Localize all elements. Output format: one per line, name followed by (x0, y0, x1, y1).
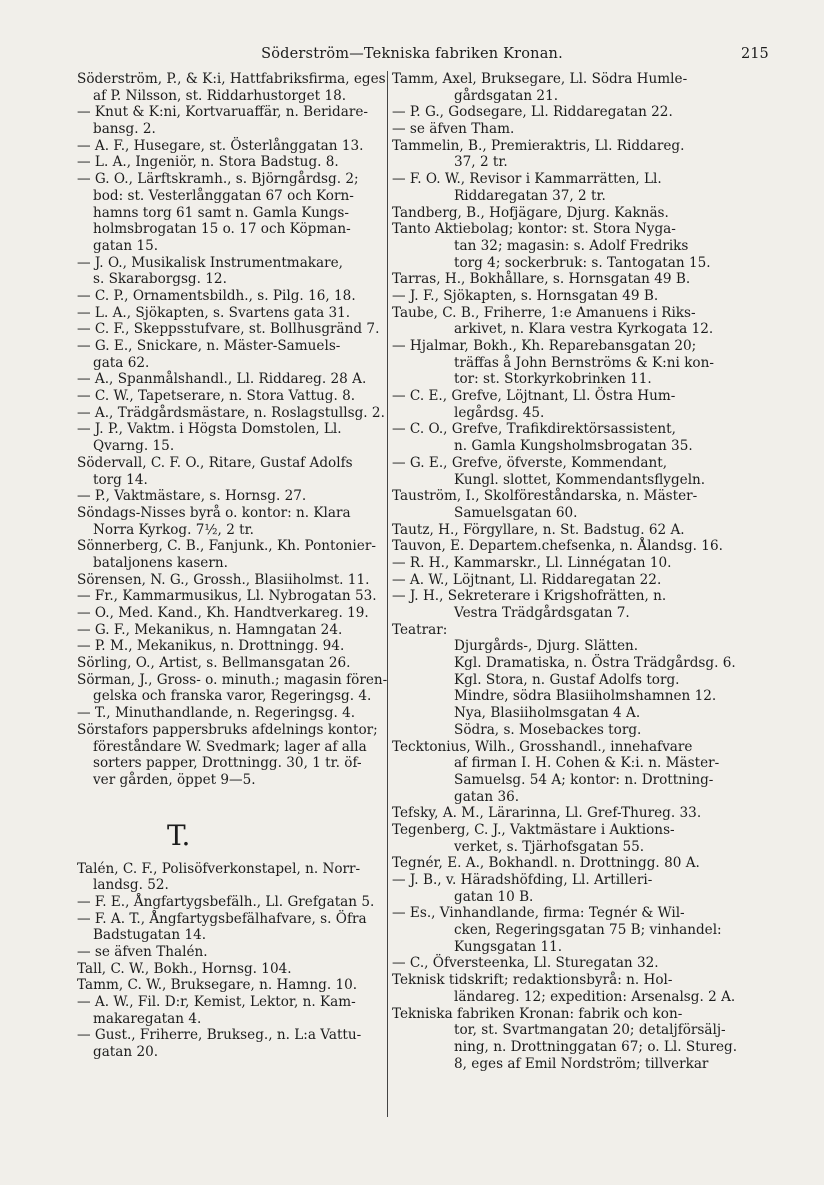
entry-line: landsg. 52. (93, 877, 169, 894)
entry-line: Samuelsgatan 60. (454, 504, 578, 521)
entry-line: Riddaregatan 37, 2 tr. (454, 187, 606, 204)
entry-line: 37, 2 tr. (454, 154, 508, 171)
entry-line: Tautz, H., Förgyllare, n. St. Badstug. 62 A. (392, 521, 685, 538)
left-column (77, 71, 388, 1061)
entry-line: Qvarng. 15. (93, 438, 175, 455)
entry-line: Tegnér, E. A., Bokhandl. n. Drottningg. 80 A. (392, 855, 700, 872)
entry-line: — Gust., Friherre, Brukseg., n. L:a Vattu- (77, 1027, 362, 1044)
entry-line: Tall, C. W., Bokh., Hornsg. 104. (77, 960, 292, 977)
entry-line: — J. O., Musikalisk Instrumentmakare, (77, 254, 343, 271)
entry-line: — C. W., Tapetserare, n. Stora Vattug. 8. (77, 388, 356, 405)
entry-line: — C. O., Grefve, Trafikdirektörsassistent, (392, 421, 676, 438)
entry-line: Mindre, södra Blasiiholmshamnen 12. (454, 688, 717, 705)
entry-line: Tamm, C. W., Bruksegare, n. Hamng. 10. (77, 977, 358, 994)
entry-line: tor: st. Storkyrkobrinken 11. (454, 371, 652, 388)
entry-line: n. Gamla Kungsholmsbrogatan 35. (454, 438, 693, 455)
entry-line: — O., Med. Kand., Kh. Handtverkareg. 19. (77, 605, 369, 621)
page-header (0, 46, 824, 66)
entry-line: s. Skaraborgsg. 12. (93, 271, 227, 288)
entry-line: gatan 15. (93, 237, 159, 254)
entry-line: gelska och franska varor, Regeringsg. 4. (93, 688, 372, 705)
entry-line: — F. E., Ångfartygsbefälh., Ll. Grefgatan 5. (77, 893, 375, 910)
entry-line: — F. A. T., Ångfartygsbefälhafvare, s. Öfra (77, 910, 367, 927)
entry-line: Kungsgatan 11. (454, 938, 563, 955)
entry-line: Tauvon, E. Departem.chefsenka, n. Ålandsg. 16. (392, 538, 723, 555)
entry-line: Kungl. slottet, Kommendantsflygeln. (454, 471, 706, 488)
entry-line: — C. P., Ornamentsbildh., s. Pilg. 16, 18. (77, 287, 356, 304)
entry-line: — L. A., Sjökapten, s. Svartens gata 31. (77, 304, 351, 321)
entry-line: Vestra Trädgårdsgatan 7. (454, 605, 630, 621)
entry-line: Tammelin, B., Premieraktris, Ll. Riddareg. (392, 137, 685, 154)
entry-line: tor, st. Svartmangatan 20; detaljförsälj- (454, 1022, 726, 1039)
entry-line: Tanto Aktiebolag; kontor: st. Stora Nyga- (392, 221, 676, 238)
entry-line: Sörling, O., Artist, s. Bellmansgatan 26. (77, 655, 351, 672)
entry-line: — Es., Vinhandlande, firma: Tegnér & Wil- (392, 905, 685, 922)
entry-line: bod: st. Vesterlånggatan 67 och Korn- (93, 187, 354, 204)
entry-line: — G. F., Mekanikus, n. Hamngatan 24. (77, 621, 343, 638)
entry-line: af P. Nilsson, st. Riddarhustorget 18. (93, 87, 347, 104)
entry-line: Tekniska fabriken Kronan: fabrik och kon- (392, 1005, 683, 1022)
entry-line: — A. W., Löjtnant, Ll. Riddaregatan 22. (392, 571, 662, 588)
entry-line: Sönnerberg, C. B., Fanjunk., Kh. Pontonier- (77, 538, 376, 555)
entry-line: torg 4; sockerbruk: s. Tantogatan 15. (454, 254, 711, 271)
section-heading: Teatrar: (392, 621, 448, 638)
entry-line: — T., Minuthandlande, n. Regeringsg. 4. (77, 705, 356, 722)
entry-line: Teknisk tidskrift; redaktionsbyrå: n. Hol- (392, 972, 673, 989)
entry-line: 8, eges af Emil Nordström; tillverkar (454, 1055, 709, 1072)
entry-line: Sörensen, N. G., Grossh., Blasiiholmst. 11. (77, 571, 370, 588)
entry-line: — J. B., v. Häradshöfding, Ll. Artilleri- (392, 872, 653, 888)
entry-line: — se äfven Tham. (392, 121, 515, 138)
entry-line: Djurgårds-, Djurg. Slätten. (454, 638, 639, 655)
entry-line: Sörman, J., Gross- o. minuth.; magasin fören- (77, 671, 388, 688)
entry-line: Talén, C. F., Polisöfverkonstapel, n. Norr- (77, 860, 361, 877)
entry-line: gatan 10 B. (454, 888, 534, 905)
entry-line: — P., Vaktmästare, s. Hornsg. 27. (77, 488, 307, 505)
entry-line: gårdsgatan 21. (454, 87, 559, 104)
entry-line: Kgl. Dramatiska, n. Östra Trädgårdsg. 6. (454, 655, 736, 672)
entry-line: — G. E., Grefve, öfverste, Kommendant, (392, 454, 668, 471)
entry-line: gatan 36. (454, 788, 520, 805)
entry-line: makaregatan 4. (93, 1010, 202, 1027)
entry-line: — Hjalmar, Bokh., Kh. Reparebansgatan 20; (392, 338, 697, 354)
entry-line: Södra, s. Mosebackes torg. (454, 721, 642, 738)
entry-line: cken, Regeringsgatan 75 B; vinhandel: (454, 922, 722, 939)
entry-line: — L. A., Ingeniör, n. Stora Badstug. 8. (77, 154, 339, 171)
section-letter: T. (167, 818, 191, 852)
entry-line: träffas å John Bernströms & K:ni kon- (454, 354, 714, 371)
right-column (392, 71, 762, 1072)
entry-line: Taube, C. B., Friherre, 1:e Amanuens i Riks- (392, 304, 696, 321)
entry-line: Tegenberg, C. J., Vaktmästare i Auktions- (392, 821, 675, 838)
entry-line: hamns torg 61 samt n. Gamla Kungs- (93, 204, 350, 221)
entry-line: — C., Öfversteenka, Ll. Sturegatan 32. (392, 955, 659, 972)
entry-line: Tandberg, B., Hofjägare, Djurg. Kaknäs. (392, 204, 669, 221)
entry-line: torg 14. (93, 471, 148, 488)
entry-line: gatan 20. (93, 1044, 159, 1061)
entry-line: tan 32; magasin: s. Adolf Fredriks (454, 237, 689, 254)
entry-line: Söndags-Nisses byrå o. kontor: n. Klara (77, 504, 351, 521)
running-head: Söderström—Tekniska fabriken Kronan. (261, 46, 563, 62)
entry-line: — Knut & K:ni, Kortvaruaffär, n. Beridare- (77, 104, 368, 121)
entry-line: — se äfven Thalén. (77, 944, 208, 960)
entry-line: — P. M., Mekanikus, n. Drottningg. 94. (77, 638, 345, 655)
entry-line: — J. H., Sekreterare i Krigshofrätten, n. (392, 588, 667, 605)
entry-line: Söderström, P., & K:i, Hattfabriksfirma, eges (77, 71, 386, 87)
entry-line: — A., Spanmålshandl., Ll. Riddareg. 28 A. (77, 371, 367, 388)
entry-line: ländareg. 12; expedition: Arsenalsg. 2 A. (454, 988, 736, 1005)
entry-line: — C. F., Skeppsstufvare, st. Bollhusgränd 7. (77, 321, 380, 338)
entry-line: Tamm, Axel, Bruksegare, Ll. Södra Humle- (392, 71, 688, 87)
column-divider (387, 71, 388, 1117)
entry-line: — P. G., Godsegare, Ll. Riddaregatan 22. (392, 104, 673, 121)
entry-line: Tarras, H., Bokhållare, s. Hornsgatan 49 B. (392, 271, 691, 288)
entry-line: sorters papper, Drottningg. 30, 1 tr. öf- (93, 755, 362, 772)
entry-line: ning, n. Drottninggatan 67; o. Ll. Stureg. (454, 1038, 738, 1055)
page-number: 215 (741, 46, 769, 62)
entry-line: — J. P., Vaktm. i Högsta Domstolen, Ll. (77, 421, 342, 438)
entry-line: Tecktonius, Wilh., Grosshandl., innehafvare (392, 738, 693, 755)
entry-line: Nya, Blasiiholmsgatan 4 A. (454, 705, 641, 722)
entry-line: — G. O., Lärftskramh., s. Björngårdsg. 2; (77, 171, 359, 188)
entry-line: Kgl. Stora, n. Gustaf Adolfs torg. (454, 671, 680, 688)
entry-line: verket, s. Tjärhofsgatan 55. (454, 838, 645, 855)
entry-line: — Fr., Kammarmusikus, Ll. Nybrogatan 53. (77, 588, 377, 605)
entry-line: Sörstafors pappersbruks afdelnings kontor; (77, 721, 378, 738)
entry-line: Tauström, I., Skolföreståndarska, n. Mäster- (392, 488, 698, 505)
entry-line: bataljonens kasern. (93, 554, 228, 571)
entry-line: — A., Trädgårdsmästare, n. Roslagstullsg. 2. (77, 404, 385, 421)
entry-line: — G. E., Snickare, n. Mäster-Samuels- (77, 338, 341, 354)
entry-line: — J. F., Sjökapten, s. Hornsgatan 49 B. (392, 287, 659, 304)
entry-line: af firman I. H. Cohen & K:i. n. Mäster- (454, 755, 720, 772)
entry-line: — F. O. W., Revisor i Kammarrätten, Ll. (392, 171, 662, 188)
entry-line: Norra Kyrkog. 7½, 2 tr. (93, 521, 254, 538)
entry-line: — C. E., Grefve, Löjtnant, Ll. Östra Hum- (392, 388, 676, 405)
entry-line: — A. F., Husegare, st. Österlånggatan 13. (77, 137, 364, 154)
entry-line: arkivet, n. Klara vestra Kyrkogata 12. (454, 321, 714, 338)
entry-line: Södervall, C. F. O., Ritare, Gustaf Adolfs (77, 454, 353, 471)
entry-line: föreståndare W. Svedmark; lager af alla (93, 738, 367, 755)
entry-line: Samuelsg. 54 A; kontor: n. Drottning- (454, 771, 714, 788)
entry-line: holmsbrogatan 15 o. 17 och Köpman- (93, 221, 351, 238)
entry-line: bansg. 2. (93, 121, 156, 138)
entry-line: — A. W., Fil. D:r, Kemist, Lektor, n. Kam- (77, 994, 356, 1011)
entry-line: — R. H., Kammarskr., Ll. Linnégatan 10. (392, 554, 672, 571)
entry-line: legårdsg. 45. (454, 404, 545, 421)
entry-line: gata 62. (93, 354, 150, 371)
entry-line: Tefsky, A. M., Lärarinna, Ll. Gref-Thureg. 33. (392, 805, 702, 822)
entry-line: ver gården, öppet 9—5. (93, 771, 256, 788)
entry-line: Badstugatan 14. (93, 927, 207, 944)
